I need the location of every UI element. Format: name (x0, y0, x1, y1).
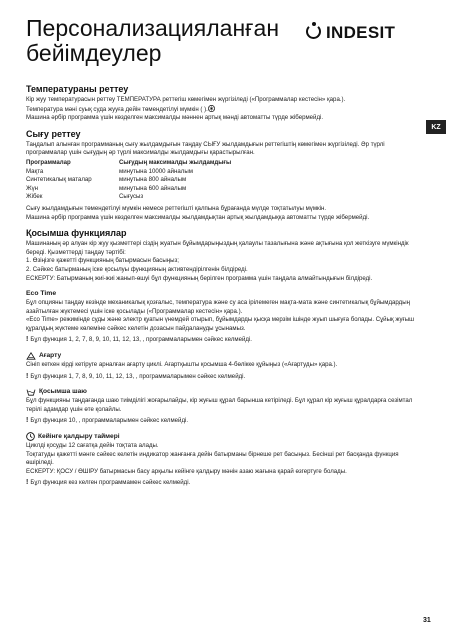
temperature-text-3: Машина әрбір программа үшін көзделген максималды мәннен артық мәнді автоматты түрде жібермейді. (26, 114, 324, 122)
delay-note (26, 479, 418, 488)
page-title (26, 16, 296, 66)
table-row (26, 168, 418, 177)
extra-functions-heading: Қосымша функциялар (26, 228, 127, 239)
extra-rinse-title: Қосымша шаю (39, 388, 87, 396)
extra-rinse-heading (26, 387, 418, 396)
bleach-note-text: Бұл функция 1, 7, 8, 9, 10, 11, 12, 13, , программаларымен сәйкес келмейді. (30, 372, 246, 380)
bleach-title: Ағарту (39, 352, 62, 360)
spin-text-1: Таңдалып алынған программаның сығу жылдамдығын таңдау СЫҒУ жылдамдығын реттегіштің көмегімен жүргізіледі. Әр түрлі программалар үшін сығудың әр түрлі максималды жылдамдығы қарастырылған. (26, 140, 385, 157)
warning-icon: ! (26, 372, 29, 380)
table-cell-program: Жібек (26, 193, 43, 201)
temperature-text-2: Температура мәні суық суда жууға дейін төмендетілуі мүмкін ( ). (26, 105, 418, 115)
delay-text-1: Циклді қосуды 12 сағатқа дейін тоқтата алады. (26, 442, 159, 450)
temperature-text-1: Кір жуу температурасын реттеу ТЕМПЕРАТУРА реттегіш көмегімен жүргізіледі («Программалар кестесін» қара.). (26, 96, 346, 103)
table-cell-program: Мақта (26, 167, 44, 175)
spin-text-3: Машина әрбір программа үшін көзделген максималды жылдамдықтан артық жылдамдыққа автоматты түрде жібермейді. (26, 213, 370, 221)
bleach-heading (26, 351, 418, 360)
temperature-heading: Температураны реттеу (26, 84, 129, 94)
extra-rinse-text: Бұл функцияны таңдағанда шаю тиімділігі жоғарылайды, кір жуғыш құрал барынша кетіріледі. Бұл құрал кір жуғыш құралдарға сезімтал терілі адамдар үшін өте қолайлы. (26, 397, 413, 413)
extra-text-4: ЕСКЕРТУ: Батырманың жиі-жиі жанып-өшуі бұл функцияның берілген программа үшін таңдала алмайтындығын білдіреді. (26, 274, 373, 282)
delay-timer-heading (26, 432, 418, 441)
logo-mark-icon (306, 22, 324, 44)
delay-note-text: Бұл функция кез келген программамен сәйкес келмейді. (30, 479, 191, 487)
title-line-1: Персонализацияланған (26, 15, 280, 41)
bleach-note (26, 373, 418, 382)
warning-icon: ! (26, 336, 29, 344)
extra-text-2: 1. Өзіңізге қажетті функцияның батырмасын басыңыз; (26, 257, 179, 265)
extra-rinse-note-text: Бұл функция 10, , программаларымен сәйкес келмейді. (30, 417, 189, 425)
table-cell-program: Синтетикалық маталар (26, 176, 92, 184)
ecotime-text-1: Бұл опцияны таңдау кезінде механикалық қозғалыс, температура және су аса ірілемеген мақта-мата және синтетикалық бұйымдардың азайтылған жүктемесі үшін іске қосылады («Программалар кестесін» қара.). (26, 299, 410, 315)
table-cell-program: Жүн (26, 184, 39, 192)
language-tab: KZ (426, 120, 446, 134)
brand-name: INDESIT (326, 23, 396, 42)
table-header-programs: Программалар (26, 158, 71, 166)
warning-icon: ! (26, 417, 29, 425)
ecotime-note (26, 336, 418, 345)
spin-text-2: Сығу жылдамдығын төмендетілуі мүмкін немесе реттегішті қалпына бұрағанда мүлде тоқтатылуы мүмкін. (26, 204, 327, 212)
table-row (26, 176, 418, 185)
delay-timer-title: Кейінге қалдыру таймері (38, 433, 120, 441)
ecotime-heading (26, 289, 418, 298)
bleach-text: Сініп кеткен кірді кетіруге арналған ағарту циклі. Ағартқышты қосымша 4-бөлікке құйыңыз («Ағартуды» қара.). (26, 361, 338, 369)
extra-rinse-icon (26, 388, 36, 396)
snowflake-icon (208, 105, 215, 112)
content (26, 84, 418, 488)
clock-icon (26, 432, 35, 441)
title-line-2: бейімдеулер (26, 40, 162, 66)
delay-text-3: ЕСКЕРТУ: ҚОСУ / ӨШІРУ батырмасын басу арқылы кейінге қалдыру мәнін азаю жағына қарай өзгертуге болады. (26, 467, 347, 475)
extra-text-1: Машинаның әр алуан кір жуу қызметтері сіздің жуатын бұйымдарыңыздың қалаулы тазалығына және ақтығына қол жеткізуге мүмкіндік береді. Қызметтерді таңдау тәртібі: (26, 240, 409, 256)
table-cell-speed: минутына 10000 айналым (119, 167, 193, 175)
table-row (26, 193, 418, 202)
spin-table (26, 159, 418, 202)
indesit-logo (306, 20, 395, 46)
spin-table-header (26, 159, 418, 168)
extra-rinse-note (26, 417, 418, 426)
spin-heading: Сығу реттеу (26, 128, 81, 139)
bleach-icon (26, 352, 36, 360)
delay-text-2: Тоқтатуды қажетті мәнге сәйкес келетін индикатор жанғанға дейін батырманы бірнеше рет басыңыз. Бесінші рет басқанда функция өшіріледі. (26, 450, 399, 467)
warning-icon: ! (26, 479, 29, 487)
table-cell-speed: минутына 800 айналым (119, 176, 187, 184)
ecotime-text-2: «Eco Time» режимінде суды және электр қуатын үнемдей отырып, бұйымдарды қысқа мерзім ішінде жуып шығуға болады. Сұйық жуғыш құралдың жүктеме көлеміне сәйкес келетін дозасын пайдалануды ұсынамыз. (26, 316, 415, 332)
ecotime-title: Eco Time (26, 290, 57, 298)
table-header-max-speed: Сығудың максималды жылдамдығы (119, 158, 232, 166)
ecotime-note-text: Бұл функция 1, 2, 7, 8, 9, 10, 11, 12, 13, , программаларымен сәйкес келмейді. (30, 336, 252, 344)
extra-text-3: 2. Сәйкес батырманың іске қосылуы функцияның активтендірілгенін білдіреді. (26, 265, 248, 273)
table-row (26, 185, 418, 194)
table-cell-speed: минутына 600 айналым (119, 184, 187, 192)
page-number: 31 (423, 617, 431, 624)
table-cell-speed: Сығусыз (119, 193, 144, 201)
